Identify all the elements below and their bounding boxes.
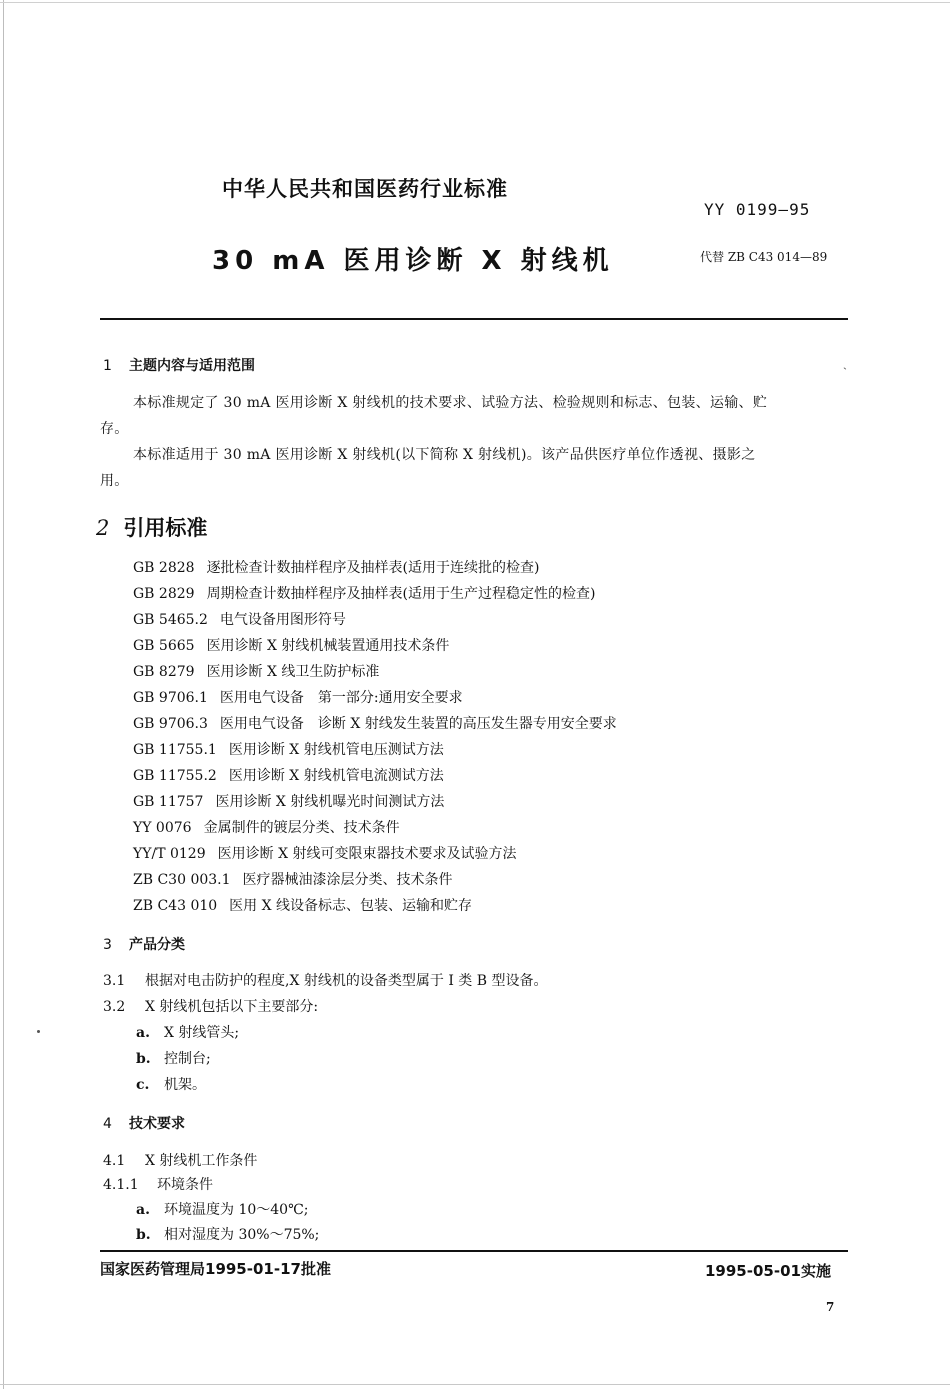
scan-edge-bottom xyxy=(0,1384,950,1385)
clause-3-2 xyxy=(103,996,318,1016)
clause-3-1 xyxy=(103,970,548,990)
reference-item xyxy=(133,713,617,733)
margin-mark: ˏ xyxy=(843,356,847,370)
effective-date: 1995-05-01实施 xyxy=(705,1262,831,1280)
clause-number: 3.1 xyxy=(103,973,126,989)
reference-item xyxy=(133,635,449,655)
reference-item xyxy=(133,739,444,759)
list-marker: c. xyxy=(136,1077,150,1093)
reference-title: 逐批检查计数抽样程序及抽样表(适用于连续批的检查) xyxy=(206,560,540,576)
list-item xyxy=(136,1048,211,1068)
list-text: 相对湿度为 30%～75%; xyxy=(164,1227,320,1243)
clause-4-1 xyxy=(103,1150,257,1170)
paragraph-line: 用。 xyxy=(100,473,129,489)
reference-title: 医疗器械油漆涂层分类、技术条件 xyxy=(242,872,453,888)
reference-code: GB 8279 xyxy=(133,664,195,680)
reference-title: 医用诊断 X 射线机管电压测试方法 xyxy=(228,742,444,758)
reference-title: 医用诊断 X 射线机曝光时间测试方法 xyxy=(215,794,445,810)
reference-code: GB 9706.3 xyxy=(133,716,208,732)
list-text: 环境温度为 10～40℃; xyxy=(164,1202,309,1218)
section-4-heading xyxy=(103,1113,185,1133)
reference-code: GB 2829 xyxy=(133,586,195,602)
reference-item xyxy=(133,791,444,811)
reference-code: GB 5665 xyxy=(133,638,195,654)
reference-title: 周期检查计数抽样程序及抽样表(适用于生产过程稳定性的检查) xyxy=(206,586,596,602)
reference-item xyxy=(133,869,453,889)
reference-item xyxy=(133,557,540,577)
scan-speck xyxy=(37,1030,40,1033)
scan-edge-left xyxy=(3,0,4,1389)
scan-edge-top xyxy=(0,2,950,3)
section-2-heading xyxy=(96,512,207,542)
list-marker: a. xyxy=(136,1202,150,1218)
list-item xyxy=(136,1224,319,1244)
reference-code: GB 11755.2 xyxy=(133,768,217,784)
reference-title: 医用电气设备 诊断 X 射线发生装置的高压发生器专用安全要求 xyxy=(219,716,617,732)
section-1-heading xyxy=(103,355,255,375)
clause-text: X 射线机工作条件 xyxy=(145,1153,258,1169)
reference-code: ZB C43 010 xyxy=(133,898,218,914)
list-marker: b. xyxy=(136,1051,151,1067)
section-number: 2 xyxy=(96,516,110,540)
reference-code: YY 0076 xyxy=(133,820,192,836)
list-marker: a. xyxy=(136,1025,150,1041)
reference-item xyxy=(133,765,444,785)
list-item xyxy=(136,1199,308,1219)
section-number: 4 xyxy=(103,1116,112,1132)
reference-title: 医用诊断 X 射线可变限束器技术要求及试验方法 xyxy=(217,846,517,862)
reference-item xyxy=(133,687,463,707)
clause-text: X 射线机包括以下主要部分: xyxy=(145,999,319,1015)
reference-code: GB 11757 xyxy=(133,794,204,810)
reference-code: GB 11755.1 xyxy=(133,742,217,758)
header-rule xyxy=(100,318,848,320)
reference-item xyxy=(133,583,596,603)
reference-item xyxy=(133,609,346,629)
standard-code: YY 0199—95 xyxy=(704,200,811,219)
issuing-organization: 中华人民共和国医药行业标准 xyxy=(222,177,508,201)
reference-item xyxy=(133,817,400,837)
clause-number: 3.2 xyxy=(103,999,126,1015)
document-title: 30 mA 医用诊断 X 射线机 xyxy=(212,246,614,276)
page-number: 7 xyxy=(826,1300,835,1314)
clause-text: 环境条件 xyxy=(157,1177,213,1193)
replaces-note: 代替 ZB C43 014—89 xyxy=(700,250,828,264)
reference-item xyxy=(133,843,517,863)
reference-title: 医用 X 线设备标志、包装、运输和贮存 xyxy=(229,898,473,914)
clause-text: 根据对电击防护的程度,X 射线机的设备类型属于 I 类 B 型设备。 xyxy=(145,973,548,989)
paragraph-line: 本标准规定了 30 mA 医用诊断 X 射线机的技术要求、试验方法、检验规则和标志、包装、运输、贮 xyxy=(133,395,768,411)
reference-code: GB 9706.1 xyxy=(133,690,208,706)
list-text: X 射线管头; xyxy=(164,1025,240,1041)
section-title: 主题内容与适用范围 xyxy=(129,358,255,374)
list-item xyxy=(136,1022,239,1042)
reference-code: ZB C30 003.1 xyxy=(133,872,231,888)
reference-title: 医用诊断 X 线卫生防护标准 xyxy=(206,664,380,680)
list-text: 控制台; xyxy=(164,1051,211,1067)
list-text: 机架。 xyxy=(164,1077,206,1093)
paragraph-line: 存。 xyxy=(100,421,129,437)
clause-number: 4.1.1 xyxy=(103,1177,139,1193)
reference-item xyxy=(133,661,379,681)
reference-title: 医用诊断 X 射线机械装置通用技术条件 xyxy=(206,638,450,654)
footer-rule xyxy=(100,1250,848,1252)
reference-code: GB 5465.2 xyxy=(133,612,208,628)
approval-statement: 国家医药管理局1995-01-17批准 xyxy=(100,1260,331,1278)
list-item xyxy=(136,1074,206,1094)
section-title: 产品分类 xyxy=(129,937,185,953)
section-title: 引用标准 xyxy=(123,516,208,540)
section-title: 技术要求 xyxy=(129,1116,185,1132)
section-3-heading xyxy=(103,934,185,954)
list-marker: b. xyxy=(136,1227,151,1243)
reference-code: GB 2828 xyxy=(133,560,195,576)
reference-title: 医用电气设备 第一部分:通用安全要求 xyxy=(219,690,463,706)
reference-title: 电气设备用图形符号 xyxy=(219,612,346,628)
reference-title: 医用诊断 X 射线机管电流测试方法 xyxy=(228,768,444,784)
reference-title: 金属制件的镀层分类、技术条件 xyxy=(203,820,400,836)
section-number: 1 xyxy=(103,358,112,374)
section-number: 3 xyxy=(103,937,112,953)
reference-code: YY/T 0129 xyxy=(133,846,206,862)
reference-item xyxy=(133,895,472,915)
clause-4-1-1 xyxy=(103,1174,213,1194)
clause-number: 4.1 xyxy=(103,1153,126,1169)
paragraph-line: 本标准适用于 30 mA 医用诊断 X 射线机(以下简称 X 射线机)。该产品供医疗单位作透视、摄影之 xyxy=(133,447,756,463)
